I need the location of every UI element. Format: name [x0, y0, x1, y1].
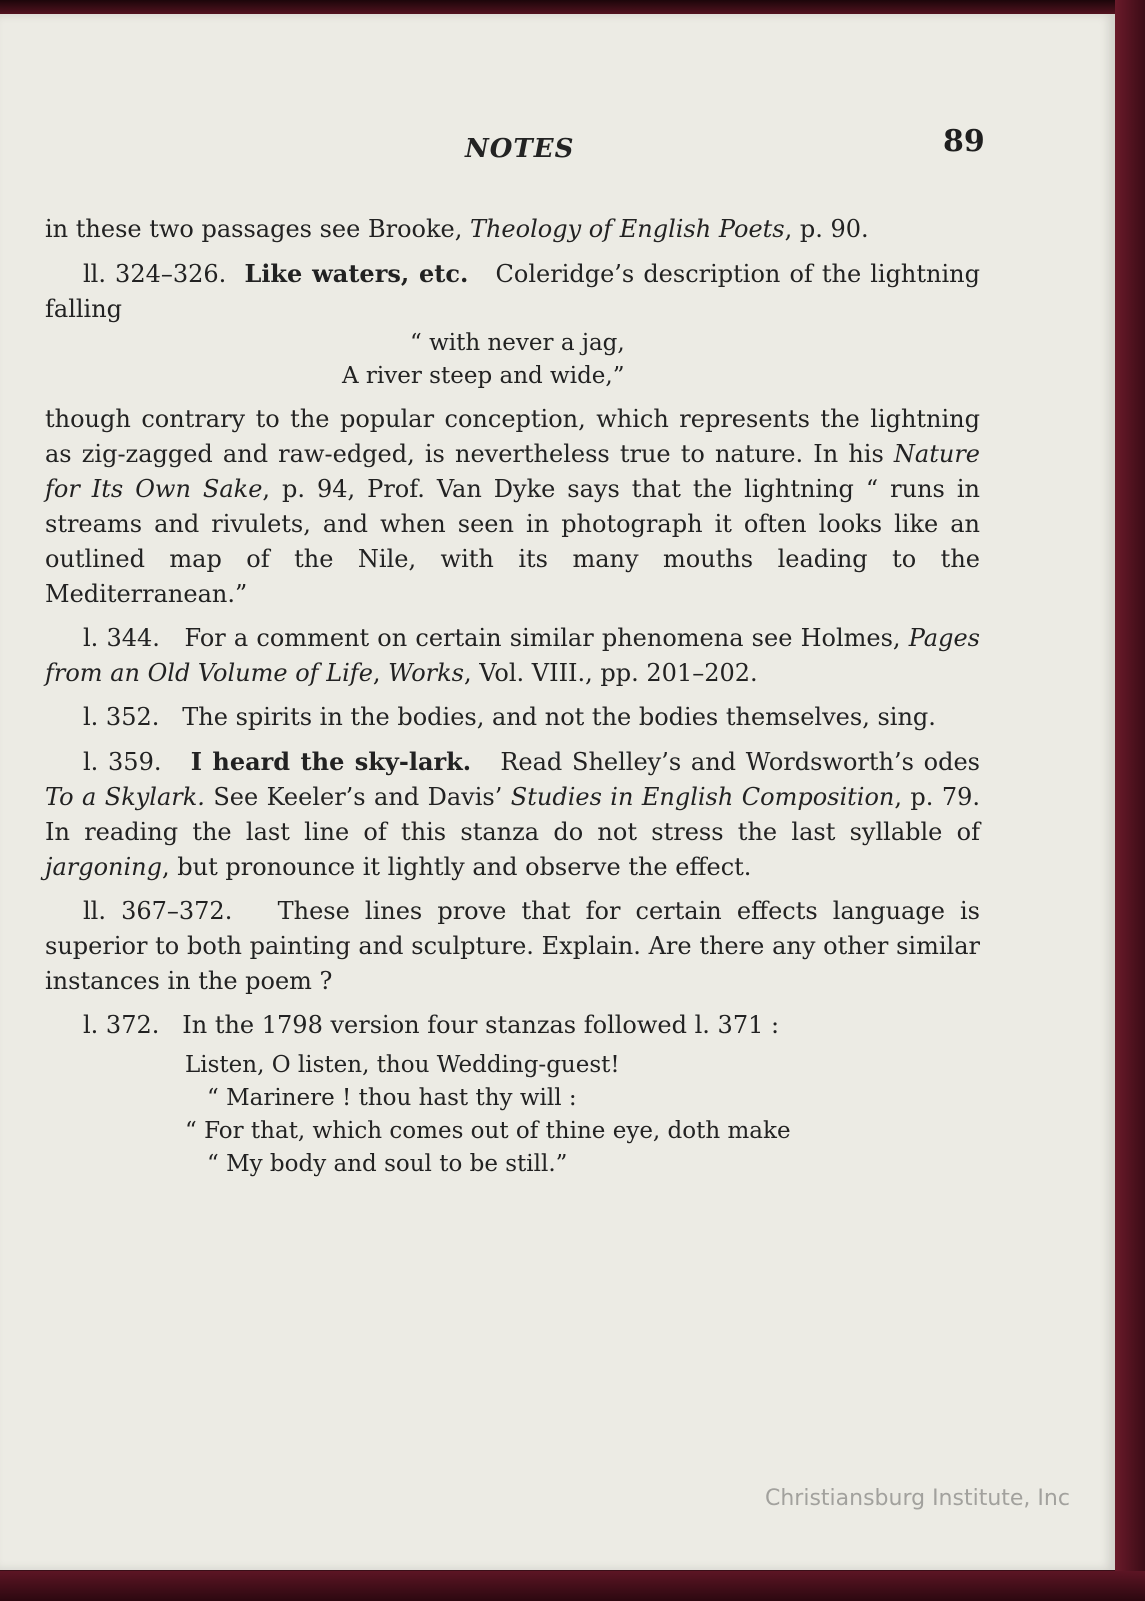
watermark: Christiansburg Institute, Inc	[765, 1486, 1070, 1511]
text-run: See Keeler’s and Davis’	[204, 783, 511, 811]
line-reference: l. 359.	[83, 748, 162, 776]
stanza-line: “ Marinere ! thou hast thy will :	[207, 1085, 577, 1111]
lemma: I heard the sky-lark.	[190, 747, 472, 776]
text-run: though contrary to the popular conception, which represents the lightning as zig-zagged and raw-edged, is nevertheless true to nature. In his	[45, 405, 980, 468]
line-reference: l. 372.	[83, 1011, 160, 1039]
quoted-verse	[45, 327, 980, 393]
page-number: 89	[943, 124, 985, 159]
note-paragraph-8	[45, 1008, 980, 1043]
line-reference: l. 352.	[83, 703, 160, 731]
text-run: Read Shelley’s and Wordsworth’s odes	[500, 748, 980, 776]
text-run: , p. 94, Prof. Van Dyke says that the lightning “ runs in streams and rivulets, and when seen in photograph it often looks like an outlined map of the Nile, with its many mouths leading to the Mediterranean.”	[45, 475, 980, 608]
book-title: To a Skylark.	[45, 783, 205, 811]
lemma: Like waters, etc.	[244, 259, 469, 288]
text-run: , p. 79. In reading the last line of this stanza do not stress the last syllable of	[45, 783, 981, 846]
text-run: ,	[372, 659, 389, 687]
text-run: in these two passages see Brooke,	[45, 215, 470, 243]
text-run: The spirits in the bodies, and not the bodies themselves, sing.	[182, 703, 936, 731]
line-reference: ll. 324–326.	[83, 260, 227, 288]
stanza-line: “ For that, which comes out of thine eye, doth make	[185, 1118, 791, 1144]
stanza-line: “ My body and soul to be still.”	[207, 1151, 568, 1177]
book-title: Studies in English Composition	[510, 783, 895, 811]
notes-body	[45, 212, 980, 1181]
book-title: Nature for Its Own Sake	[45, 440, 980, 503]
stanza-line: Listen, O listen, thou Wedding-guest!	[185, 1052, 620, 1078]
book-title: Pages from an Old Volume of Life	[45, 624, 980, 687]
verse-line: “ with never a jag,	[410, 330, 625, 356]
binding-right-edge	[1115, 0, 1145, 1601]
book-title: Theology of English Poets	[469, 215, 785, 243]
note-paragraph-6	[45, 744, 980, 885]
binding-bottom-edge	[0, 1571, 1145, 1601]
book-title: Works	[388, 659, 464, 687]
text-run: , but pronounce it lightly and observe the effect.	[162, 853, 752, 881]
line-reference: ll. 367–372.	[83, 897, 233, 925]
note-paragraph-4	[45, 621, 980, 691]
text-run: For a comment on certain similar phenomena see Holmes,	[184, 624, 909, 652]
note-paragraph-2	[45, 256, 980, 327]
note-paragraph-1	[45, 212, 980, 247]
text-run: , p. 90.	[784, 215, 869, 243]
note-paragraph-7	[45, 894, 980, 999]
text-run: These lines prove that for certain effects language is superior to both painting and sculpture. Explain. Are there any other similar instances in the poem ?	[45, 897, 980, 995]
verse-line: A river steep and wide,”	[342, 363, 625, 389]
quoted-stanza	[45, 1049, 980, 1181]
text-run: In the 1798 version four stanzas followed l. 371 :	[182, 1011, 780, 1039]
emphasized-word: jargoning	[45, 853, 162, 881]
text-run: , Vol. VIII., pp. 201–202.	[463, 659, 758, 687]
note-paragraph-3	[45, 402, 980, 612]
page-header	[0, 118, 1115, 164]
line-reference: l. 344.	[83, 624, 160, 652]
book-page	[0, 14, 1115, 1570]
running-head: NOTES	[465, 134, 575, 164]
note-paragraph-5	[45, 700, 980, 735]
text-run: Coleridge’s description of the lightning falling	[45, 260, 980, 323]
